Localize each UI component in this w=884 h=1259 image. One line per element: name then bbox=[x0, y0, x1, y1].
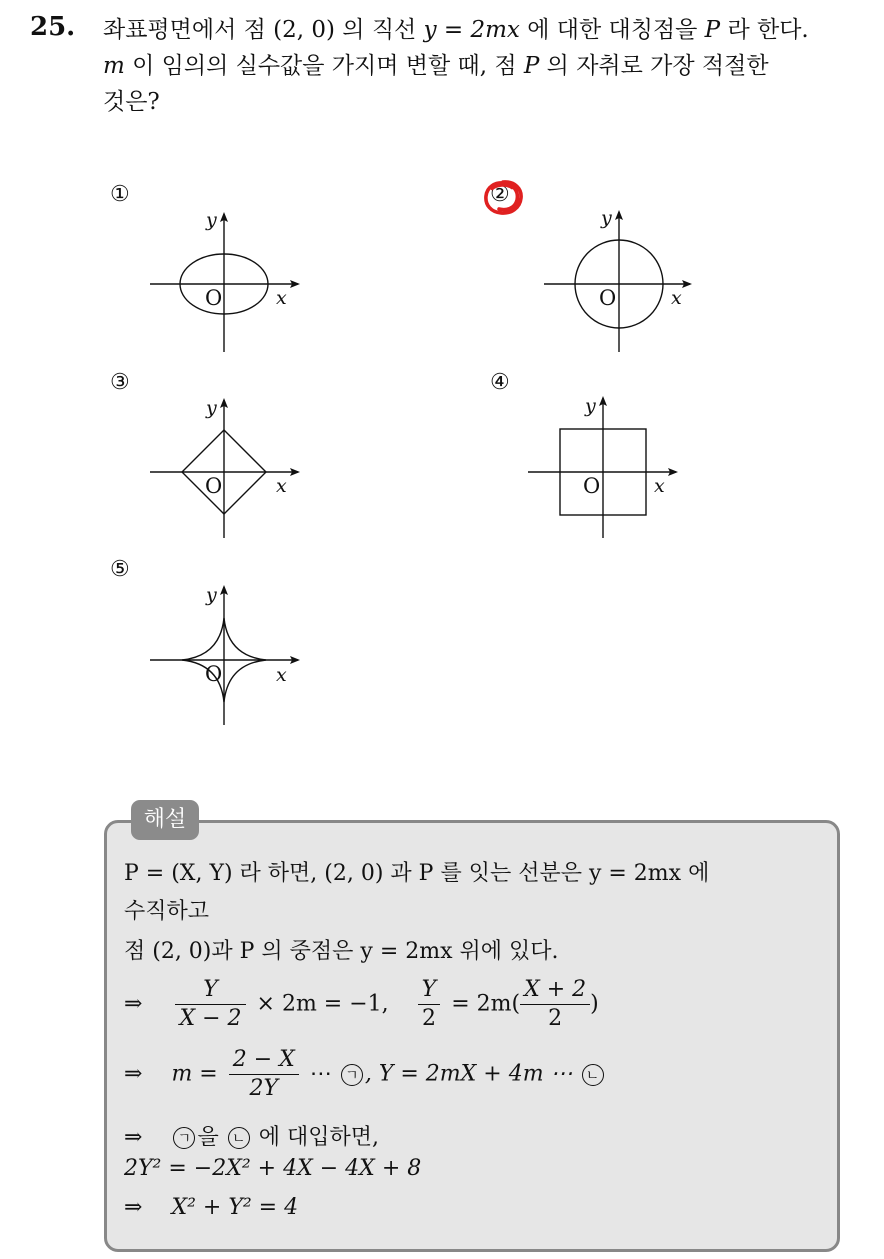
numerator: Y bbox=[418, 976, 441, 1005]
line-equation: y = 2mx bbox=[423, 17, 520, 43]
solution-line-7: 2Y² = −2X² + 4X − 4X + 8 bbox=[124, 1156, 422, 1181]
fraction bbox=[175, 976, 245, 1033]
denominator: 2 bbox=[548, 1006, 563, 1031]
question-text-segment: 에 대한 대칭점을 bbox=[519, 17, 705, 43]
math-text: , Y = 2mX + 4m ⋯ bbox=[364, 1061, 573, 1087]
y-axis-label: y bbox=[206, 209, 217, 231]
answer-mark-circle bbox=[480, 176, 526, 218]
choice-number: ③ bbox=[110, 370, 130, 395]
text-segment: 을 bbox=[197, 1125, 219, 1150]
choice-number: ④ bbox=[490, 370, 510, 395]
solution-line-4 bbox=[124, 976, 599, 1033]
math-text: m = bbox=[171, 1061, 218, 1087]
fraction bbox=[520, 976, 590, 1033]
ellipse-graph bbox=[110, 182, 310, 362]
text-segment: 에 대입하면, bbox=[258, 1125, 379, 1150]
x-axis-label: x bbox=[276, 475, 287, 497]
question-line-2 bbox=[103, 48, 868, 84]
y-axis-label: y bbox=[585, 395, 596, 417]
solution-line-1: P = (X, Y) 라 하면, (2, 0) 과 P 를 잇는 선분은 y = 2mx 에 bbox=[124, 861, 710, 886]
origin-label: O bbox=[599, 286, 617, 310]
y-axis-label: y bbox=[601, 207, 612, 229]
question-text bbox=[103, 12, 868, 120]
circled-nieun: ㄴ bbox=[582, 1064, 604, 1086]
origin-label: O bbox=[583, 474, 601, 498]
implies-arrow: ⇒ bbox=[124, 991, 143, 1017]
variable-m: m bbox=[103, 53, 125, 79]
y-axis-label: y bbox=[206, 397, 217, 419]
implies-arrow: ⇒ bbox=[124, 1125, 143, 1150]
ellipsis: ⋯ bbox=[309, 1061, 332, 1087]
solution-tab: 해설 bbox=[131, 800, 199, 840]
x-axis-label: x bbox=[276, 664, 287, 686]
math-text: × 2m = −1, bbox=[256, 991, 389, 1017]
solution-line-6 bbox=[124, 1120, 379, 1151]
implies-arrow: ⇒ bbox=[124, 1195, 143, 1220]
circled-nieun: ㄴ bbox=[228, 1127, 250, 1149]
question-line-1 bbox=[103, 12, 868, 48]
point-p: P bbox=[704, 17, 721, 43]
numerator: X + 2 bbox=[520, 976, 590, 1005]
x-axis-label: x bbox=[671, 287, 682, 309]
astroid-graph bbox=[110, 557, 310, 737]
numerator: 2 − X bbox=[229, 1046, 299, 1075]
point-p: P bbox=[523, 53, 540, 79]
question-number: 25. bbox=[30, 12, 76, 42]
final-equation: X² + Y² = 4 bbox=[171, 1195, 299, 1220]
math-text: = 2m( bbox=[451, 991, 521, 1017]
circled-giyeok: ㄱ bbox=[173, 1127, 195, 1149]
implies-arrow: ⇒ bbox=[124, 1061, 143, 1087]
origin-label: O bbox=[205, 286, 223, 310]
square-graph bbox=[490, 370, 700, 550]
choice-number: ⑤ bbox=[110, 557, 130, 582]
origin-label: O bbox=[205, 474, 223, 498]
choice-number: ① bbox=[110, 182, 130, 207]
choice-number: ② bbox=[490, 182, 510, 207]
solution-line-2: 수직하고 bbox=[124, 899, 210, 924]
fraction bbox=[418, 976, 441, 1033]
question-text-segment: 의 자취로 가장 적절한 bbox=[539, 53, 769, 79]
solution-line-8 bbox=[124, 1195, 298, 1220]
origin-label: O bbox=[205, 662, 223, 686]
x-axis-label: x bbox=[654, 475, 665, 497]
x-axis-label: x bbox=[276, 287, 287, 309]
denominator: 2Y bbox=[249, 1076, 279, 1101]
question-text-segment: 라 한다. bbox=[720, 17, 809, 43]
denominator: X − 2 bbox=[179, 1006, 242, 1031]
math-text: ) bbox=[590, 991, 599, 1017]
circled-giyeok: ㄱ bbox=[341, 1064, 363, 1086]
denominator: 2 bbox=[421, 1006, 436, 1031]
fraction bbox=[229, 1046, 299, 1103]
diamond-graph bbox=[110, 370, 310, 550]
y-axis-label: y bbox=[206, 584, 217, 606]
question-text-segment: 이 임의의 실수값을 가지며 변할 때, 점 bbox=[124, 53, 524, 79]
question-line-3: 것은? bbox=[103, 89, 160, 115]
question-text-segment: 좌표평면에서 점 (2, 0) 의 직선 bbox=[103, 17, 424, 43]
solution-line-5 bbox=[124, 1046, 606, 1103]
solution-line-3: 점 (2, 0)과 P 의 중점은 y = 2mx 위에 있다. bbox=[124, 939, 559, 964]
numerator: Y bbox=[175, 976, 245, 1005]
